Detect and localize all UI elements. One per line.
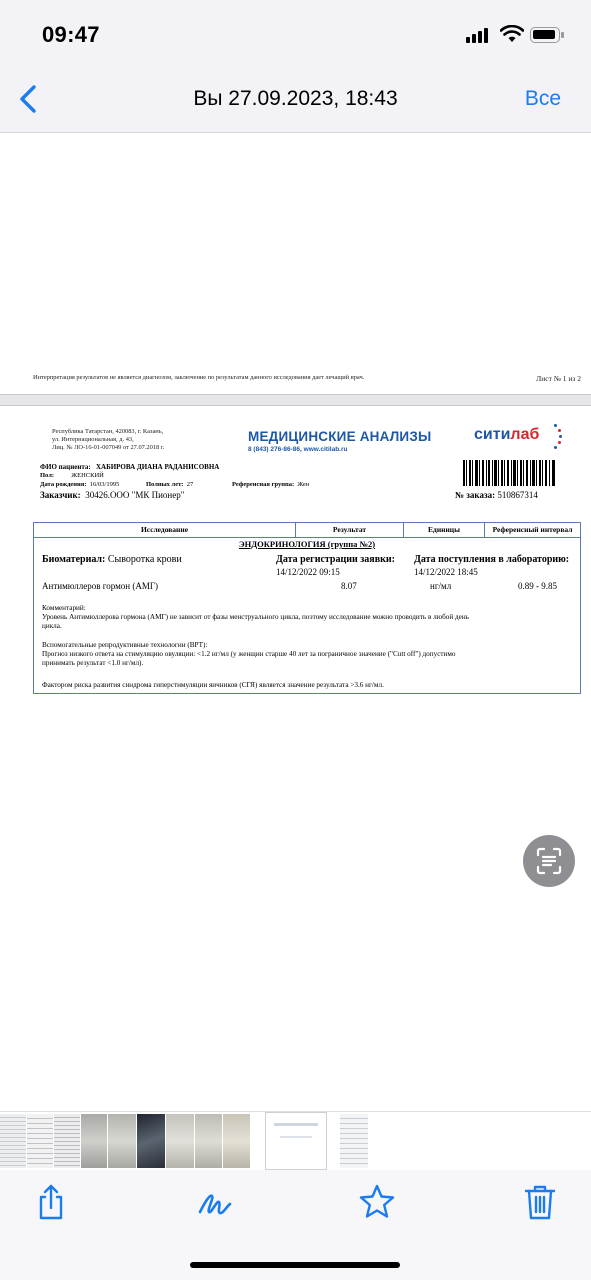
previous-page-footnote: Интерпретация результатов не является диагнозом, заключение по результатам данного исследования дает лечащий врач. [33,374,365,381]
thumbnail[interactable] [195,1114,222,1168]
biomaterial: Сыворотка крови [107,554,182,565]
wifi-icon [500,25,524,43]
sheet-number: Лист № 1 из 2 [536,374,581,383]
patient-sex-row [40,472,104,479]
art-text: Прогноз низкого ответа на стимуляцию овуляции: <1.2 нг/мл (у женщин старше 40 лет за пограничное значение ("Cutt off") допустимо [42,650,456,659]
art-block [42,641,542,669]
order-number: 510867314 [497,490,538,500]
header-test: Исследование [34,523,296,537]
section-title: ЭНДОКРИНОЛОГИЯ (группа №2) [238,539,376,549]
lab-address-line: Республика Татарстан, 420083, г. Казань, [52,428,164,435]
patient-age-label: Полных лет: [146,481,184,488]
nav-bar [0,62,591,133]
thumbnail-selected[interactable] [265,1112,327,1170]
document-previous-page [0,133,591,393]
status-bar [0,0,591,62]
all-photos-button[interactable]: Все [524,87,561,110]
biomaterial-row [42,554,182,565]
customer-label: Заказчик: [40,490,81,500]
thumbnail[interactable] [137,1114,165,1168]
markup-icon[interactable] [195,1182,235,1222]
thumbnail[interactable] [223,1114,250,1168]
citilab-logo [474,426,539,444]
lab-report [0,406,591,706]
live-text-icon [523,835,575,887]
patient-sex: ЖЕНСКИЙ [71,472,104,479]
patient-age: 27 [186,481,194,488]
lab-date-label: Дата поступления в лабораторию: [414,554,570,565]
thumbnail[interactable] [108,1114,136,1168]
status-time: 09:47 [42,22,100,47]
thumbnail[interactable] [54,1114,80,1168]
risk-note: Фактором риска развития синдрома гиперстимуляции яичников (СГЯ) является значение результата >3.6 нг/мл. [42,681,384,689]
art-text-cont: принимать результат <1.0 нг/мл). [42,659,144,668]
patient-dob: 16/03/1995 [89,481,120,488]
customer: 30426.ООО "МК Пионер" [85,490,185,500]
header-result: Результат [296,523,404,537]
brand-title: МЕДИЦИНСКИЕ АНАЛИЗЫ [248,429,432,444]
customer-row [40,490,184,500]
thumbnail-strip[interactable] [0,1111,591,1170]
patient-dob-row [40,481,119,488]
thumbnail[interactable] [27,1114,53,1168]
ref-group: Жен [297,481,310,488]
thumbnail[interactable] [0,1114,26,1168]
biomaterial-label: Биоматериал: [42,554,106,565]
ref-group-label: Референсная группа: [232,481,295,488]
thumbnail[interactable] [166,1114,194,1168]
test-units: нг/мл [430,581,452,591]
home-indicator [190,1262,400,1268]
header-ref: Референсный интервал [492,525,573,534]
live-text-button[interactable] [523,835,575,887]
lab-address-line: ул. Интернациональная, д. 43, [52,436,134,444]
logo-part-2: лаб [510,426,540,443]
comment-text: Уровень Антимюллерова гормона (АМГ) не зависит от фазы менструального цикла, поэтому исследование можно проводить в любой день [42,613,469,622]
logo-part-1: сити [474,426,511,443]
patient-dob-label: Дата рождения: [40,481,87,488]
reg-date: 14/12/2022 09:15 [276,567,340,577]
thumbnail[interactable] [340,1114,368,1168]
comment-text-cont: цикла. [42,622,62,631]
battery-icon [530,27,560,43]
table-header [34,523,580,538]
barcode [463,460,555,486]
comment-label: Комментарий: [42,604,86,612]
patient-name-label: ФИО пациента: [40,463,91,471]
thumbnail[interactable] [81,1114,107,1168]
reg-date-label: Дата регистрации заявки: [276,554,395,565]
page-separator [0,394,591,406]
share-icon[interactable] [31,1182,71,1222]
star-icon[interactable] [357,1182,397,1222]
logo-dots-icon [554,424,562,450]
lab-address [52,428,164,453]
art-label: Вспомогательные репродуктивные технологии (ВРТ): [42,641,208,649]
trash-icon[interactable] [520,1182,560,1222]
header-units: Единицы [404,523,485,537]
order-label: № заказа: [455,490,496,500]
patient-sex-label: Пол: [40,472,55,479]
nav-title: Вы 27.09.2023, 18:43 [193,87,398,110]
order-number-row [455,490,538,500]
ref-group-row [232,481,309,488]
test-result: 8.07 [341,581,357,591]
test-ref-interval: 0.89 - 9.85 [518,581,557,591]
test-name: Антимюллеров гормон (АМГ) [42,581,159,591]
cellular-signal-icon [466,28,492,43]
results-table [33,522,581,694]
patient-name: ХАБИРОВА ДИАНА РАДАНИСОВНА [96,463,220,471]
patient-age-row [146,481,193,488]
lab-date: 14/12/2022 18:45 [414,567,478,577]
comment-block [42,604,542,632]
brand-contacts: 8 (843) 276-86-86, www.citilab.ru [248,446,348,453]
lab-address-line: Лиц. № ЛО-16-01-007049 от 27.07.2018 г. [52,444,165,452]
patient-name-row [40,463,219,471]
